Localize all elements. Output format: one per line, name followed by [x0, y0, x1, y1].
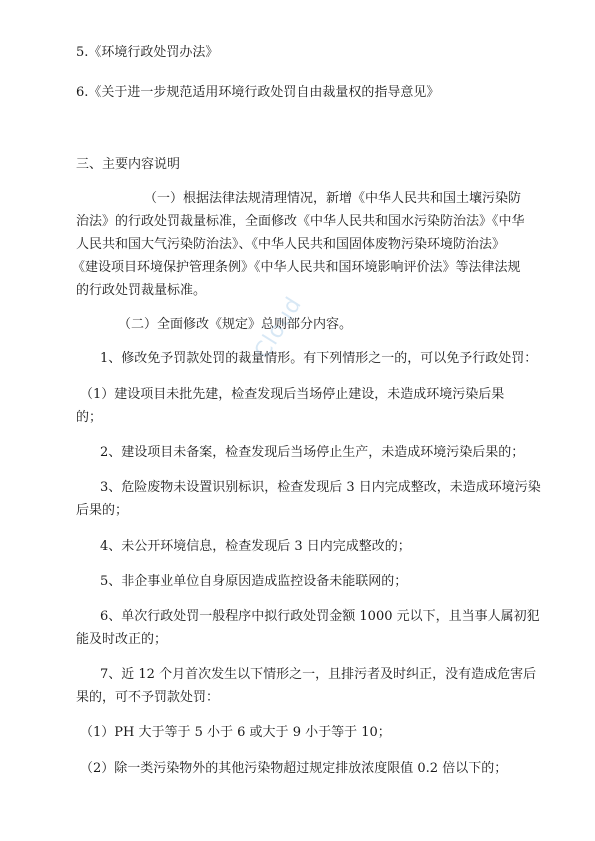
para-4-line-1: （1）建设项目未批先建，检查发现后当场停止建设，未造成环境污染后果	[80, 387, 505, 402]
para-8: 5、非企事业单位自身原因造成监控设备未能联网的；	[100, 574, 408, 589]
para-5: 2、建设项目未备案，检查发现后当场停止生产，未造成环境污染后果的；	[100, 445, 525, 460]
watermark: Cloud	[250, 292, 308, 364]
para-1-line-1: （一）根据法律法规清理情况，新增《中华人民共和国土壤污染防	[144, 191, 522, 206]
para-7: 4、未公开环境信息，检查发现后 3 日内完成整改的；	[100, 539, 411, 554]
para-9-line-1: 6、单次行政处罚一般程序中拟行政处罚金额 1000 元以下，且当事人属初犯	[100, 609, 540, 624]
para-1-line-5: 的行政处罚裁量标准。	[76, 283, 207, 298]
para-6-line-2: 后果的；	[76, 503, 129, 518]
item-5: 5.《环境行政处罚办法》	[76, 45, 219, 60]
para-10-line-1: 7、近 12 个月首次发生以下情形之一，且排污者及时纠正，没有造成危害后	[100, 667, 537, 682]
para-6-line-1: 3、危险废物未设置识别标识，检查发现后 3 日内完成整改，未造成环境污染	[100, 480, 541, 495]
para-9-line-2: 能及时改正的；	[76, 632, 168, 647]
section-3-title: 三、主要内容说明	[76, 157, 181, 172]
para-1-line-4: 《建设项目环境保护管理条例》《中华人民共和国环境影响评价法》等法律法规	[72, 260, 521, 275]
para-2: （二）全面修改《规定》总则部分内容。	[118, 317, 353, 332]
para-3: 1、修改免予罚款处罚的裁量情形。有下列情形之一的，可以免予行政处罚：	[100, 351, 538, 366]
para-1-line-3: 人民共和国大气污染防治法》、《中华人民共和国固体废物污染环境防治法》	[76, 237, 506, 252]
para-12: （2）除一类污染物外的其他污染物超过规定排放浓度限值 0.2 倍以下的；	[80, 761, 508, 776]
para-11: （1）PH 大于等于 5 小于 6 或大于 9 小于等于 10；	[80, 725, 391, 740]
para-4-line-2: 的；	[76, 410, 103, 425]
para-10-line-2: 果的，可不予罚款处罚：	[76, 690, 220, 705]
item-6: 6.《关于进一步规范适用环境行政处罚自由裁量权的指导意见》	[76, 85, 440, 100]
para-1-line-2: 治法》的行政处罚裁量标准，全面修改《中华人民共和国水污染防治法》《中华	[76, 214, 525, 229]
